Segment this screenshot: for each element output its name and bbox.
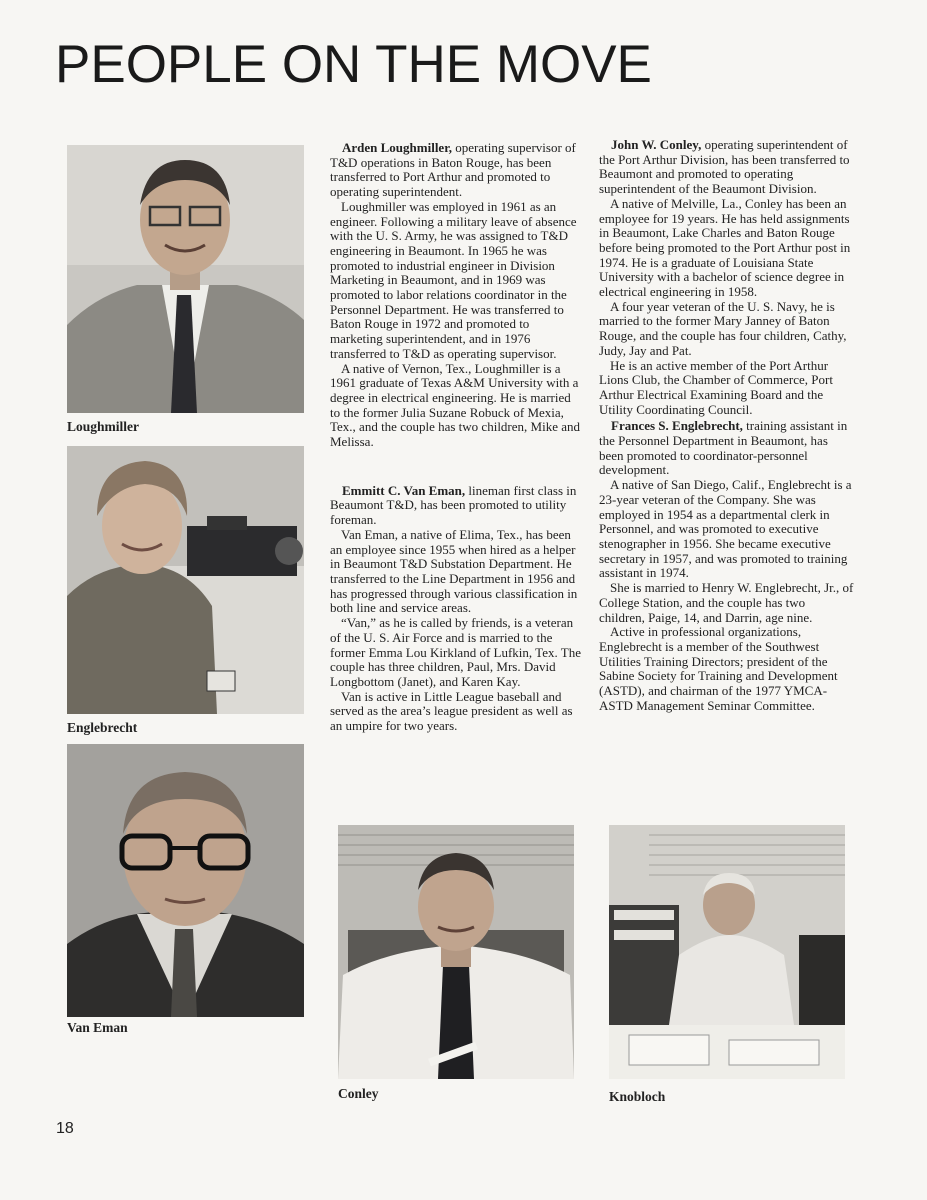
englebrecht-activities: Active in professional organizations, Englebrecht is a member of the Southwest Utilities Training Directors; president of the Sabine Society for Training and Development (ASTD), and chairman of the 1977 YMCA-ASTD Management Seminar Committee. — [599, 624, 838, 713]
loughmiller-intro-text: operating supervisor of T&D operations in Baton Rouge, has been transferred to Port Arthur and promoted to operating superintendent. — [330, 140, 576, 200]
conley-photo — [338, 825, 574, 1079]
loughmiller-caption: Loughmiller — [67, 419, 140, 434]
englebrecht-name: Frances S. Englebrecht, — [611, 418, 743, 434]
middle-column — [330, 141, 582, 734]
conley-intro — [599, 138, 854, 197]
vaneman-intro-text: lineman first class in Beaumont T&D, has been promoted to utility foreman. — [330, 482, 577, 528]
loughmiller-name: Arden Loughmiller, — [342, 140, 453, 155]
vaneman-intro — [330, 484, 582, 528]
loughmiller-career: Loughmiller was employed in 1961 as an engineer. Following a military leave of absence with the U. S. Army, he was assigned to T&D engineering in Beaumont. In 1965 he was promoted to industrial engineer in Division Marketing in Beaumont, and in 1969 was promoted to labor relations coordinator in the Personnel Department. He was transferred to Baton Rouge in 1972 and promoted to marketing superintendent, and in 1976 transferred to T&D as operating supervisor. — [330, 198, 577, 361]
englebrecht-personal: She is married to Henry W. Englebrecht, Jr., of College Station, and the couple has two children, Paige, 14, and Darrin, age nine. — [599, 580, 854, 625]
englebrecht-career: A native of San Diego, Calif., Englebrecht is a 23-year veteran of the Company. She was employed in 1954 as a departmental clerk in Personnel, and was promoted to executive stenographer in 1956. She became executive secretary in 1957, and was promoted to training assistant in 1974. — [599, 477, 852, 581]
englebrecht-photo — [67, 446, 304, 714]
page-number: 18 — [56, 1120, 74, 1137]
conley-caption: Conley — [338, 1086, 379, 1101]
conley-activities: He is an active member of the Port Arthur Lions Club, the Chamber of Commerce, Port Arthur Electrical Examining Board and the Utility Coordinating Council. — [599, 357, 833, 417]
conley-career: A native of Melville, La., Conley has been an employee for 19 years. He has held assignments in Beaumont, Lake Charles and Baton Rouge before being promoted to the Port Arthur post in 1974. He is a graduate of Louisiana State University with a bachelor of science degree in electrical engineering in 1958. — [599, 195, 851, 300]
loughmiller-intro — [330, 141, 582, 200]
englebrecht-intro-text: training assistant in the Personnel Department in Beaumont, has been promoted to coordinator-personnel development. — [599, 418, 848, 478]
vaneman-name: Emmitt C. Van Eman, — [342, 482, 466, 498]
page-headline: PEOPLE ON THE MOVE — [55, 35, 652, 94]
conley-intro-text: operating superintendent of the Port Arthur Division, has been transferred to Beaumont and promoted to operating superintendent of the Beaumont Division. — [599, 137, 850, 197]
vaneman-photo — [67, 744, 304, 1017]
englebrecht-caption: Englebrecht — [67, 720, 138, 735]
knobloch-photo — [609, 825, 845, 1079]
vaneman-career: Van Eman, a native of Elima, Tex., has been an employee since 1955 when hired as a helper in Beaumont T&D Substation Department. He transferred to the Line Department in 1956 and has progressed through various classification in both line and service areas. — [330, 526, 578, 616]
englebrecht-intro — [599, 419, 854, 478]
conley-name: John W. Conley, — [611, 137, 702, 152]
loughmiller-personal: A native of Vernon, Tex., Loughmiller is a 1961 graduate of Texas A&M University with a degree in electrical engineering. He is married to the former Julia Suzane Robuck of Mexia, Tex., and the couple has two children, Mike and Melissa. — [330, 360, 580, 450]
right-column — [599, 138, 854, 713]
vaneman-caption: Van Eman — [67, 1020, 128, 1035]
vaneman-activities: Van is active in Little League baseball and served as the area’s league president as well as an umpire for two years. — [330, 688, 573, 734]
vaneman-personal: “Van,” as he is called by friends, is a veteran of the U. S. Air Force and is married to the former Emma Lou Kirkland of Lufkin, Tex. The couple has three children, Paul, Mrs. David Longbottom (Janet), and Karen Kay. — [330, 615, 581, 689]
conley-personal: A four year veteran of the U. S. Navy, he is married to the former Mary Janney of Baton Rouge, and the couple has four children, Cathy, Judy, Jay and Pat. — [599, 298, 847, 358]
knobloch-caption: Knobloch — [609, 1089, 666, 1104]
loughmiller-photo — [67, 145, 304, 413]
